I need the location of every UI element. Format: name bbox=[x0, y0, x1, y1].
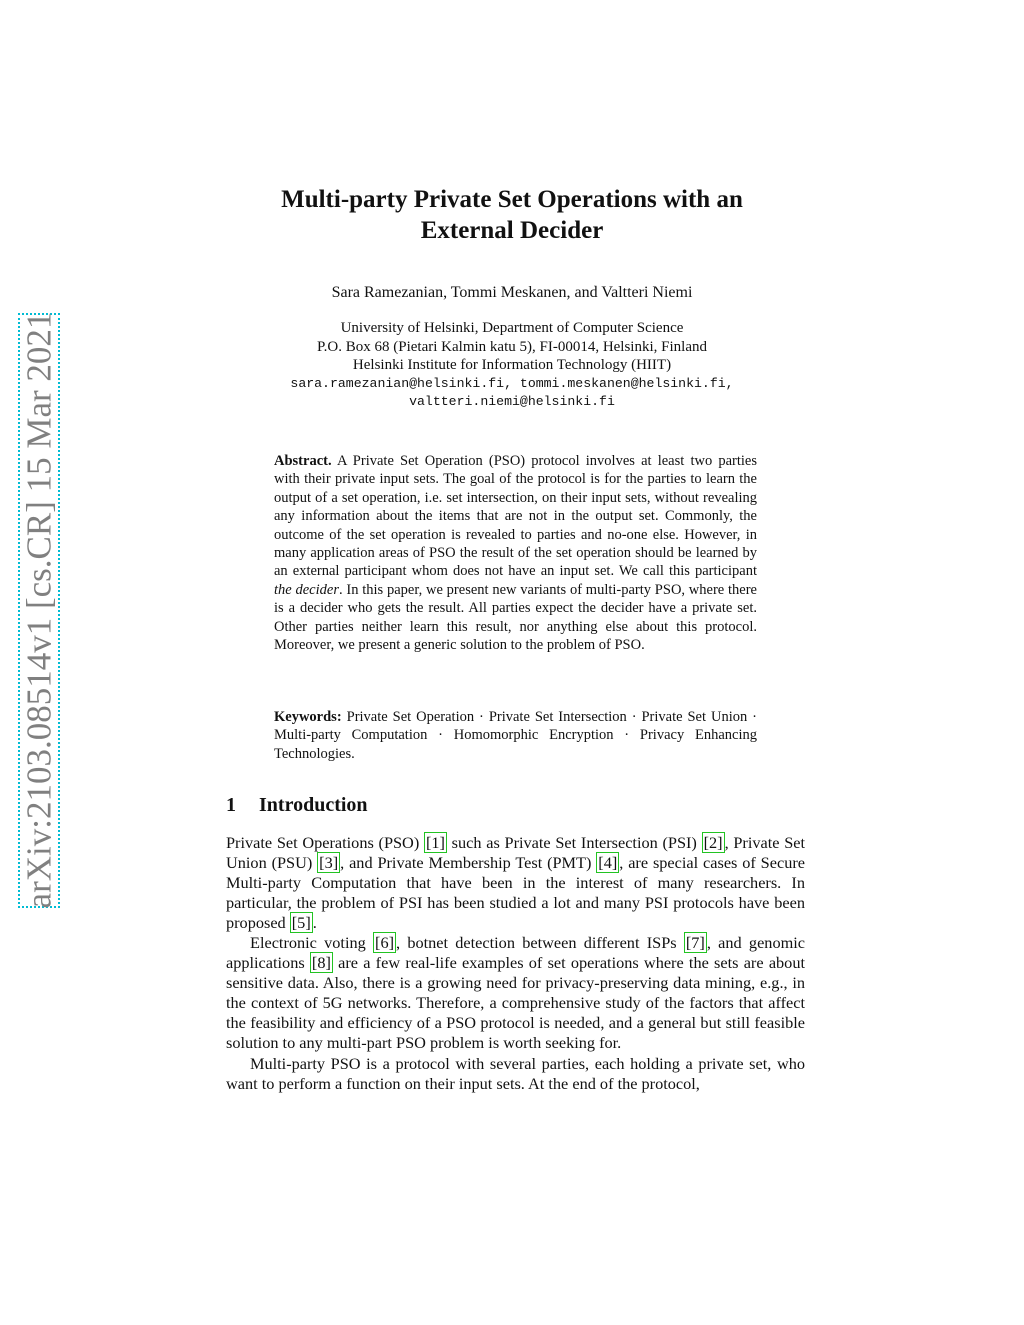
keywords-label: Keywords: bbox=[274, 709, 342, 725]
section-heading bbox=[226, 793, 368, 817]
p1-text-3: , Private Set Union (PSU) bbox=[226, 833, 806, 873]
affiliation-address: P.O. Box 68 (Pietari Kalmin katu 5), FI-00014, Helsinki, Finland bbox=[317, 338, 707, 355]
author-emails-2: valtteri.niemi@helsinki.fi bbox=[409, 394, 615, 409]
abstract-text-b: . In this paper, we present new variants of multi-party PSO, where there is a decider who gets the result. All parties expect the decider have a private set. Other parties neither learn this result, nor anything else about this protocol. Moreover, we present a generic solution to the problem of PSO. bbox=[274, 581, 757, 654]
keywords bbox=[274, 708, 757, 763]
affiliation-block bbox=[0, 319, 1024, 412]
abstract-label: Abstract. bbox=[274, 453, 332, 469]
body-text bbox=[226, 833, 805, 1094]
p2-text-2: , botnet detection between different ISPs bbox=[396, 933, 684, 953]
citation-link[interactable]: [2] bbox=[703, 833, 723, 852]
paper-title bbox=[0, 184, 1024, 246]
title-line-1: Multi-party Private Set Operations with an bbox=[281, 186, 743, 213]
p1-text-1: Private Set Operations (PSO) bbox=[226, 833, 424, 852]
p1-text-4: , and Private Membership Test (PMT) bbox=[340, 853, 597, 873]
paragraph-1 bbox=[226, 833, 805, 933]
author-list: Sara Ramezanian, Tommi Meskanen, and Valtteri Niemi bbox=[331, 284, 693, 301]
section-number: 1 bbox=[226, 794, 236, 816]
p1-text-6: . bbox=[312, 913, 317, 933]
paragraph-2 bbox=[226, 933, 805, 1053]
citation-link[interactable]: [1] bbox=[425, 833, 445, 852]
citation-link[interactable]: [3] bbox=[319, 853, 339, 873]
abstract bbox=[274, 452, 757, 654]
p1-text-2: such as Private Set Intersection (PSI) bbox=[446, 833, 702, 852]
citation-link[interactable]: [5] bbox=[291, 913, 311, 933]
paragraph-3: Multi-party PSO is a protocol with several parties, each holding a private set, who want to perform a function on their input sets. At the end of the protocol, bbox=[226, 1053, 805, 1093]
p2-text-1: Electronic voting bbox=[250, 933, 374, 953]
citation-link[interactable]: [4] bbox=[598, 853, 618, 873]
title-line-2: External Decider bbox=[420, 217, 604, 244]
p2-text-3: , and genomic applications bbox=[226, 933, 805, 973]
author-emails-1: sara.ramezanian@helsinki.fi, tommi.meskanen@helsinki.fi, bbox=[290, 375, 734, 391]
affiliation-institute: Helsinki Institute for Information Technology (HIIT) bbox=[352, 357, 672, 373]
abstract-text-a: A Private Set Operation (PSO) protocol involves at least two parties with their private input sets. The goal of the protocol is for the parties to learn the output of a set operation, i.e. set intersection, on their input sets, without revealing any information about the items that are not in the output set. Commonly, the outcome of the set operation is revealed to parties and no-one else. However, in many application areas of PSO the result of the set operation should be learned by an external participant whom does not have an input set. We call this participant bbox=[274, 453, 758, 580]
citation-link[interactable]: [6] bbox=[375, 933, 395, 953]
citation-link[interactable]: [8] bbox=[311, 953, 331, 973]
citation-link[interactable]: [7] bbox=[685, 933, 705, 953]
affiliation-university: University of Helsinki, Department of Computer Science bbox=[340, 320, 684, 336]
abstract-emphasis: the decider bbox=[274, 581, 339, 598]
section-title: Introduction bbox=[259, 794, 368, 816]
keywords-text: Private Set Operation · Private Set Intersection · Private Set Union · Multi-party Computation · Homomorphic Encryption · Privacy Enhancing Technologies. bbox=[274, 709, 757, 762]
p1-text-5: , are special cases of Secure Multi-party Computation that have been in the interest of many researchers. In particular, the problem of PSI has been studied a lot and many PSI protocols have been proposed bbox=[226, 853, 805, 933]
arxiv-identifier[interactable]: arXiv:2103.08514v1 [cs.CR] 15 Mar 2021 bbox=[19, 311, 59, 909]
p2-text-4: are a few real-life examples of set operations where the sets are about sensitive data. Also, there is a growing need for privacy-preserving data mining, e.g., in the context of 5G networks. Therefore, a comprehensive study of the factors that affect the feasibility and efficiency of a PSO protocol is needed, and a general but still feasible solution to any multi-part PSO problem is worth seeking for. bbox=[226, 953, 805, 1053]
